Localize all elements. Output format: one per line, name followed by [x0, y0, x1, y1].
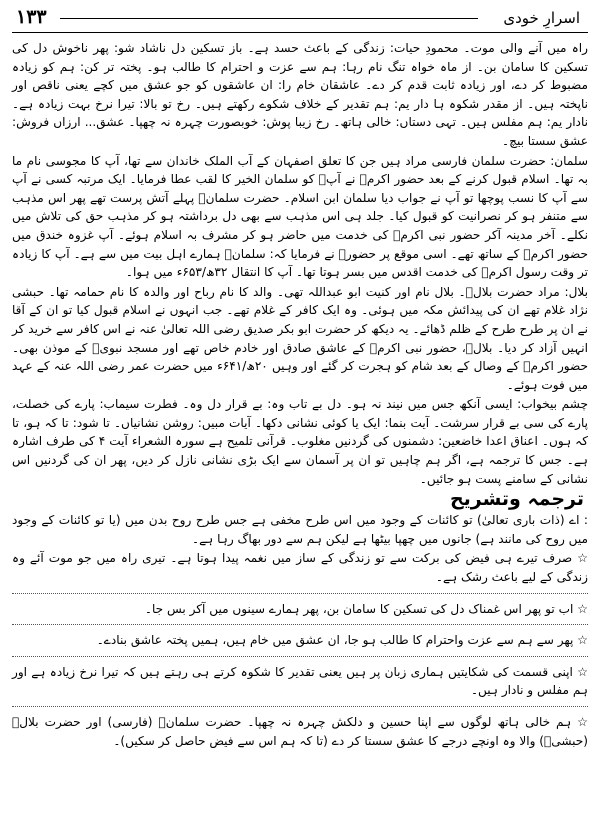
- page-number: ۱۳۳: [16, 6, 47, 28]
- translation-item: ☆ اپنی قسمت کی شکایتیں ہماری زبان پر ہیں یعنی تقدیر کا شکوہ کرتے ہی رہتے ہیں کہ تیرا نرخ زیادہ ہے اور ہم مفلس و نادار ہیں۔: [12, 663, 588, 707]
- translation-item: ☆ پھر سے ہم سے عزت واحترام کا طالب ہو جا، ان عشق میں خام ہیں، ہمیں پختہ عاشق بنادے۔: [12, 631, 588, 657]
- header-rule: [60, 18, 478, 19]
- translation-heading-row: [12, 488, 588, 511]
- translation-heading: ترجمہ وتشریح: [449, 488, 584, 511]
- glossary-paragraph: راہ میں آنے والی موت۔ محمودِ حیات: زندگی کے باعث حسد ہے۔ باز تسکین دل ناشاد شو: پھر ناخوش دل کی تسکین کا سامان بن۔ از ماہ خواہ تنگ نام رہا: ہم سے عزت و احترام کا طالب ہو۔ پختہ تر کن: ہم کو زیادہ مضبوط کر دے، اور زیادہ ثابت قدم کر دے۔ عاشقان خام را: ان عاشقوں کو جو عشق میں کچے یعنی ناقص اور ناپختہ ہیں۔ از مقدر شکوہ ہا دار یم: ہم تقدیر کے خلاف شکوے رکھتے ہیں۔ رخ تو بالا: تیرا نرخ بہت زیادہ ہے۔ نادار یم: ہم مفلس ہیں۔ تہی دستاں: خالی ہاتھ۔ رخ زیبا پوش: خوبصورت چہرہ نہ چھپا۔ عشق... ارزاں فروش: عشق سستا بیچ۔: [12, 41, 588, 148]
- salman-paragraph: سلمان: حضرت سلمان فارسی مراد ہیں جن کا تعلق اصفہان کے آب الملک خاندان سے تھا، آپ کا مجوسی نام ما بہ تھا۔ اسلام قبول کرنے کے بعد حضور اکرمؐ نے آپؓ کو سلمان الخیر کا لقب عطا فرمایا۔ ایک مرتبہ کسی نے آپ سے آپ کا نسب پوچھا تو آپ نے جواب دیا سلمان ابن اسلام۔ حضرت سلمانؓ پہلے آتش پرست تھے پھر اس مذہب سے متنفر ہو کر نصرانیت کو قبول کیا۔ جلد ہی اس مذہب سے بھی دل برداشتہ ہو کر مذہب حق کی تلاش میں نکلے۔ آخر مدینہ آکر حضور نبی اکرمؐ کی خدمت میں حاضر ہو کر مشرف بہ اسلام ہوئے۔ آپ غزوہ خندق میں حضور اکرمؐ کے ساتھ تھے۔ اسی موقع پر حضورؐ نے فرمایا کہ: سلمانؓ ہمارے اہل بیت میں سے ہے۔ آپ کا زیادہ تر وقت رسول اکرمؐ کی خدمت اقدس میں بسر ہوتا تھا۔ آپ کا انتقال ۳۲ھ/۶۵۳ء میں ہوا۔: [12, 153, 588, 280]
- page-body: [12, 39, 588, 750]
- running-title: اسرارِ خودی: [503, 9, 580, 27]
- translation-item: ☆ اب تو پھر اس غمناک دل کی تسکین کا سامان بن، پھر ہمارے سینوں میں آکر بس جا۔: [12, 600, 588, 626]
- translation-item: ☆ ہم خالی ہاتھ لوگوں سے اپنا حسین و دلکش چہرہ نہ چھپا۔ حضرت سلمانؓ (فارسی) اور حضرت بلالؓ (حبشیؓ) والا وہ اونچے درجے کا عشق سستا کر دے (تا کہ ہم اس سے فیض حاصل کر سکیں)۔: [12, 715, 588, 748]
- bilal-paragraph: بلال: مراد حضرت بلالؓ۔ بلال نام اور کنیت ابو عبداللہ تھی۔ والد کا نام رباح اور والدہ کا نام حمامہ تھا۔ حبشی نژاد غلام تھے ان کی پیدائش مکہ میں ہوئی۔ وہ ایک کافر کے غلام تھے۔ جب انہوں نے اسلام قبول کیا تو ان کے آقا نے ان پر طرح طرح کے ظلم ڈھائے۔ یہ دیکھ کر حضرت ابو بکر صدیق رضی اللہ تعالیٰ عنہ نے اس کافر سے خرید کر انہیں آزاد کر دیا۔ بلالؓ، حضور نبی اکرمؐ کے عاشق صادق اور خادم خاص تھے اور مسجد نبویؐ کے موذن بھی۔ حضور اکرمؐ کے وصال کے بعد شام کو ہجرت کر گئے اور وہیں ۲۰ھ/۶۴۱ء میں حضرت عمر رضی اللہ عنہ کے عہد میں فوت ہوئے۔: [12, 284, 588, 392]
- translation-intro: : اے (ذات باری تعالیٰ) تو کائنات کے وجود میں اس طرح مخفی ہے جس طرح روح بدن میں (یا تو کائنات کے وجود میں روح کی مانند ہے) جانوں میں چھپا بیٹھا ہے لیکن ہم سے دور بھاگ رہا ہے۔: [12, 513, 588, 546]
- glossary-paragraph-2: چشم بیخواب: ایسی آنکھ جس میں نیند نہ ہو۔ دل بے تاب وہ: بے قرار دل وہ۔ فطرت سیماب: پارے کی خصلت، پارے کی سی بے قرار سرشت۔ آیت بنما: ایک یا کوئی نشانی دکھا۔ آیات مبیں: روشن نشانیاں۔ تا شود: تا کہ ہو، تا کہ ہوں۔ اعناق اعدا خاضعین: دشمنوں کی گردنیں مغلوب۔ قرآنی تلمیح ہے سورہ الشعراء آیت ۴ کی طرف اشارہ ہے۔ جس کا ترجمہ ہے، اگر ہم چاہیں تو ان پر آسمان سے ایک بڑی نشانی نازل کر دیں، پھر ان کی گردنیں اس نشانی کے سامنے پست ہو جائیں۔: [12, 397, 589, 486]
- translation-item: ☆ صرف تیرے ہی فیض کی برکت سے تو زندگی کے ساز میں نغمہ پیدا ہوتا ہے۔ تیری راہ میں جو موت آئے وہ زندگی کے لیے باعث رشک ہے۔: [12, 549, 588, 593]
- page-header: [12, 6, 588, 33]
